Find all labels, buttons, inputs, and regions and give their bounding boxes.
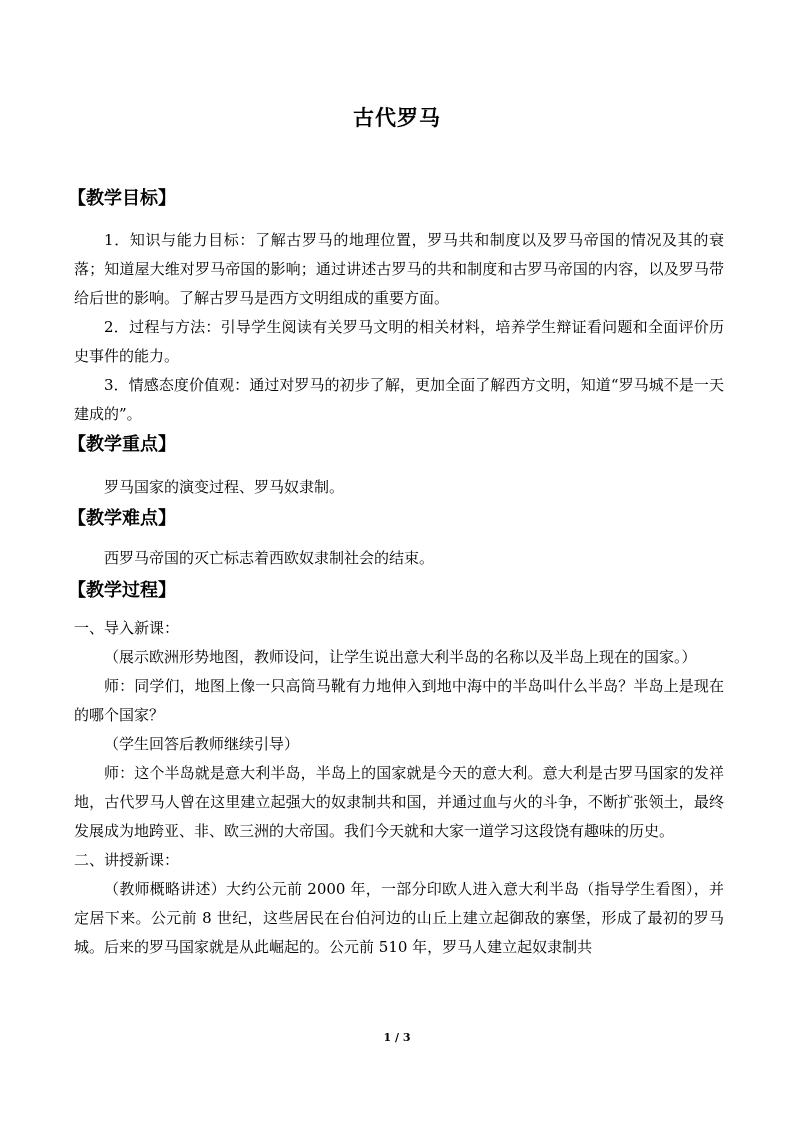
objective-item-2: 2．过程与方法：引导学生阅读有关罗马文明的相关材料，培养学生辩证看问题和全面评价历史事件的能力。 (74, 318, 724, 365)
objective-item-1: 1．知识与能力目标：了解古罗马的地理位置，罗马共和制度以及罗马帝国的情况及其的衰落；知道屋大维对罗马帝国的影响；通过讲述古罗马的共和制度和古罗马帝国的内容，以及罗马带给后世的影响。了解古罗马是西方文明组成的重要方面。 (74, 231, 724, 307)
part1-paragraph-2: 师：同学们，地图上像一只高筒马靴有力地伸入到地中海中的半岛叫什么半岛？半岛上是现在的哪个国家？ (74, 677, 724, 724)
part1-paragraph-4: 师：这个半岛就是意大利半岛，半岛上的国家就是今天的意大利。意大利是古罗马国家的发祥地，古代罗马人曾在这里建立起强大的奴隶制共和国，并通过血与火的斗争，不断扩张领土，最终发展成为地跨亚、非、欧三洲的大帝国。我们今天就和大家一道学习这段饶有趣味的历史。 (74, 764, 724, 840)
process-heading: 【教学过程】 (68, 580, 176, 601)
process-section (68, 578, 724, 604)
objectives-section (68, 186, 724, 212)
page-number: 1 / 3 (383, 1031, 411, 1044)
page-title: 古代罗马 (353, 105, 441, 130)
objective-item-3: 3．情感态度价值观：通过对罗马的初步了解，更加全面了解西方文明，知道“罗马城不是一天建成的”。 (74, 376, 724, 423)
key-points-body (74, 473, 724, 502)
difficulties-body (74, 544, 724, 573)
part1-paragraph-3: （学生回答后教师继续引导） (104, 735, 300, 753)
difficulties-heading: 【教学难点】 (68, 508, 176, 529)
key-points-section (68, 432, 724, 458)
key-points-heading: 【教学重点】 (68, 434, 176, 455)
objectives-heading: 【教学目标】 (68, 188, 176, 209)
key-points-text: 罗马国家的演变过程、罗马奴隶制。 (104, 478, 345, 496)
process-body (74, 614, 724, 962)
objectives-list (74, 226, 724, 429)
part1-paragraph-1: （展示欧洲形势地图，教师设问，让学生说出意大利半岛的名称以及半岛上现在的国家。） (104, 648, 697, 666)
difficulties-text: 西罗马帝国的灭亡标志着西欧奴隶制社会的结束。 (104, 549, 435, 567)
difficulties-section (68, 506, 724, 532)
part1-title: 一、导入新课： (74, 619, 180, 637)
part2-paragraph-1: （教师概略讲述）大约公元前 2000 年，一部分印欧人进入意大利半岛（指导学生看图），并定居下来。公元前 8 世纪，这些居民在台伯河边的山丘上建立起御敌的寨堡，形成了最初的罗马城。后来的罗马国家就是从此崛起的。公元前 510 年，罗马人建立起奴隶制共 (74, 880, 724, 956)
part2-title: 二、讲授新课： (74, 851, 180, 869)
